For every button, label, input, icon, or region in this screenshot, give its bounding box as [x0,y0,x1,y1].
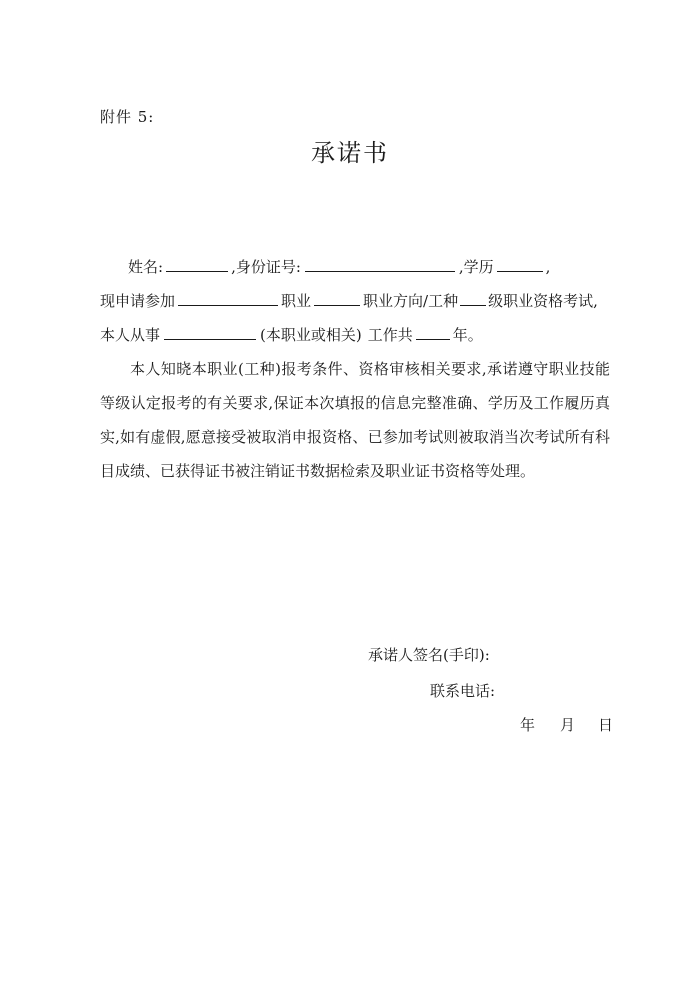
statement-paragraph: 本人知晓本职业(工种)报考条件、资格审核相关要求,承诺遵守职业技能等级认定报考的有关要求,保证本次填报的信息完整准确、学历及工作履历真实,如有虚假,愿意接受被取消申报资格、已参加考试则被取消当次考试所有科目成绩、已获得证书被注销证书数据检索及职业证书资格等处理。 [100,360,610,480]
name-label: 姓名: [128,258,164,276]
date-day-label: 日 [598,716,614,734]
form-line-1 [128,256,550,277]
apply-prefix: 现申请参加 [100,292,176,310]
page-title: 承诺书 [311,139,389,167]
occupation-label: 职业 [281,292,312,310]
id-number-field[interactable] [305,256,455,272]
engaged-prefix: 本人从事 [100,326,161,344]
relation-note: (本职业或相关) [260,326,362,344]
direction-field[interactable] [314,290,360,306]
occupation-field[interactable] [178,290,278,306]
id-label: ,身份证号: [231,258,301,276]
year-label: 年。 [452,326,483,344]
education-field[interactable] [497,256,543,272]
direction-label: 职业方向/工种 [363,292,459,310]
level-field[interactable] [460,290,486,306]
education-label: ,学历 [458,258,494,276]
phone-label: 联系电话: [430,682,496,700]
line1-end: , [545,258,551,276]
form-line-2 [100,290,598,311]
engaged-field[interactable] [164,324,256,340]
level-label: 级职业资格考试, [488,292,598,310]
signer-label: 承诺人签名(手印): [368,646,490,664]
form-line-3 [100,324,483,345]
attachment-label: 附件 5: [100,108,155,126]
years-field[interactable] [416,324,450,340]
name-field[interactable] [166,256,228,272]
work-label: 工作共 [367,326,413,344]
date-month-label: 月 [560,716,576,734]
date-year-label: 年 [520,716,536,734]
